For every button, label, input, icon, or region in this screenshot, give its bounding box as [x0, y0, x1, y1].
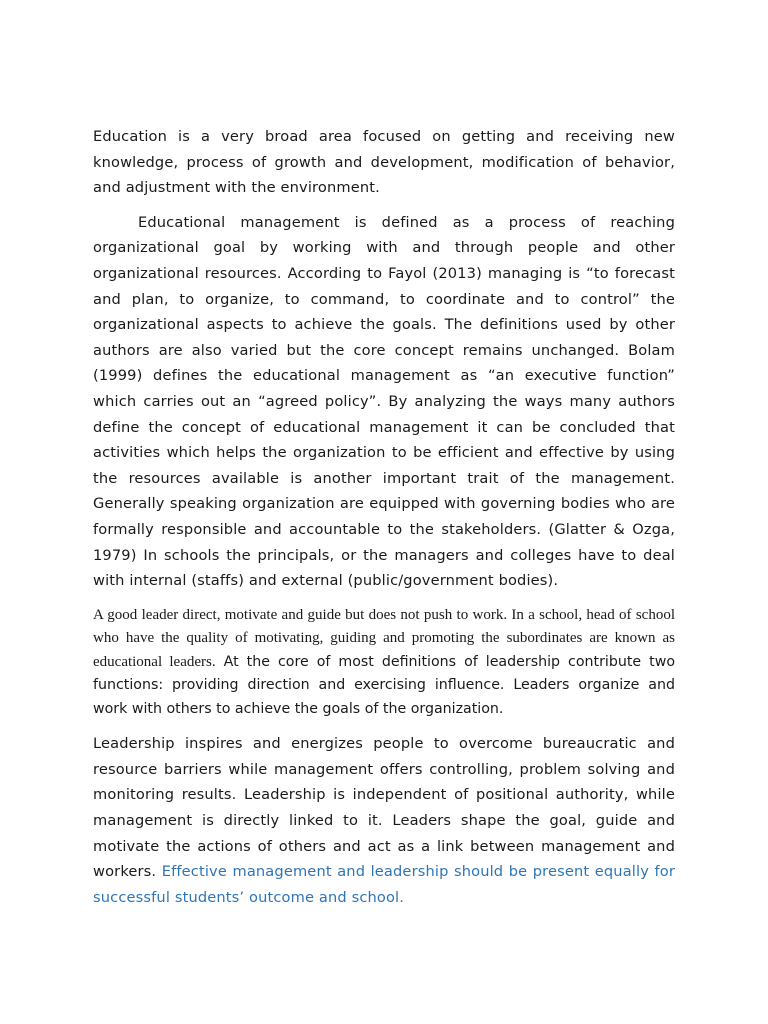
paragraph-good-leader-serif-text: A good leader direct, motivate and guide but does not push to work. In a school, head of school who have the quality of motivating, guiding and promoting the subordinates are known as educational leaders. [93, 606, 675, 670]
paragraph-leadership-vs-management [93, 731, 675, 910]
paragraph-leadership-main-text: Leadership inspires and energizes people to overcome bureaucratic and resource barriers while management offers controlling, problem solving and monitoring results. Leadership is independent of positional authority, while management is directly linked to it. Leaders shape the goal, guide and motivate the actions of others and act as a link between management and workers. [93, 735, 675, 881]
paragraph-educational-management: Educational management is defined as a process of reaching organizational goal by working with and through people and other organizational resources. According to Fayol (2013) managing is “to forecast and plan, to organize, to command, to coordinate and to control” the organizational aspects to achieve the goals. The definitions used by other authors are also varied but the core concept remains unchanged. Bolam (1999) defines the educational management as “an executive function” which carries out an “agreed policy”. By analyzing the ways many authors define the concept of educational management it can be concluded that activities which helps the organization to be efficient and effective by using the resources available is another important trait of the management. Generally speaking organization are equipped with governing bodies who are formally responsible and accountable to the stakeholders. (Glatter & Ozga, 1979) In schools the principals, or the managers and colleges have to deal with internal (staffs) and external (public/government bodies). [93, 213, 675, 590]
paragraph-good-leader-rest-text: At the core of most definitions of leadership contribute two functions: providing direction and exercising influence. Leaders organize and work with others to achieve the goals of the organization. [93, 653, 675, 717]
paragraph-good-leader [93, 604, 675, 722]
paragraph-education-definition: Education is a very broad area focused on getting and receiving new knowledge, process of growth and development, modification of behavior, and adjustment with the environment. [93, 128, 675, 197]
document-page [93, 124, 675, 910]
highlighted-conclusion-text: Effective management and leadership should be present equally for successful students’ outcome and school. [93, 863, 675, 906]
